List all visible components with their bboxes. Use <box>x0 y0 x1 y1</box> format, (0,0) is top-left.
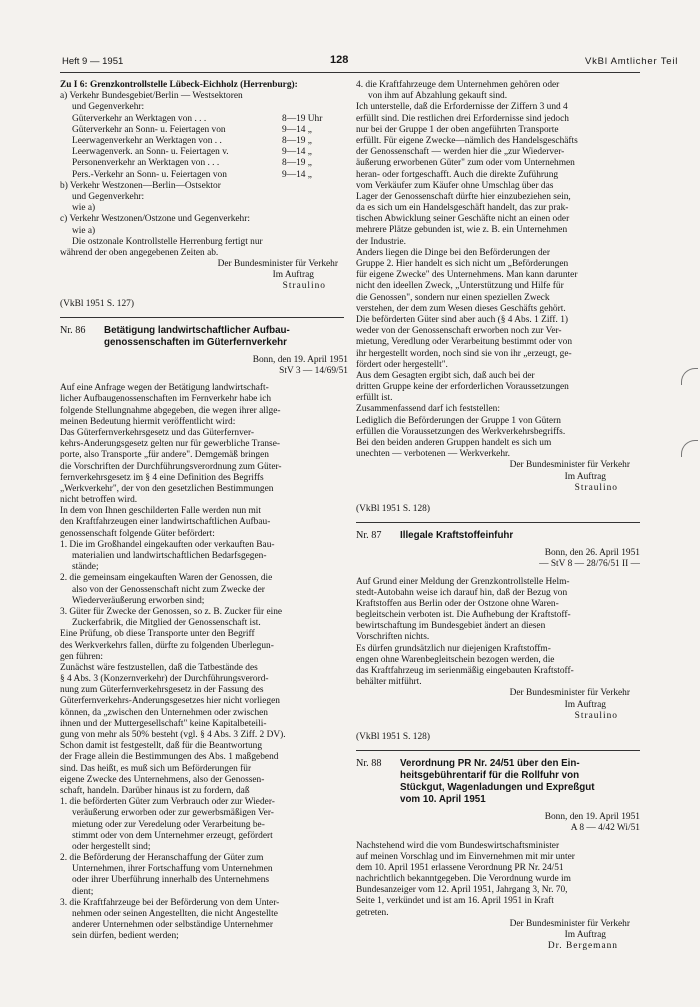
divider <box>60 317 344 318</box>
text-line: behälter mitführt. <box>356 677 422 688</box>
text-line: Gruppe 2. Hier handelt es sich nicht um „Beförderungen <box>356 259 569 269</box>
text-line: getreten. <box>356 907 389 918</box>
article-heading <box>356 530 640 542</box>
schedule-row: Leerwagenverkehr an Werktagen von . . 8—19 „ <box>72 135 312 146</box>
list-item: stände; <box>72 562 99 573</box>
text-line: Lediglich die Beförderungen der Gruppe 1 von Gütern <box>356 415 561 426</box>
text-line: sind. Das heißt, es muß sich um Beförderungen für <box>60 763 252 774</box>
signature-order: Im Auftrag <box>564 471 606 482</box>
text-line: Zunächst wäre festzustellen, daß die Tatbestände des <box>60 662 258 673</box>
text-line: porte, also Transporte „für andere". Demgemäß bringen <box>60 450 269 461</box>
list-item: dient; <box>72 886 94 897</box>
text-line: der Frage allein die Bestimmungen des Abs. 1 maßgebend <box>60 752 279 763</box>
text-line: die Genossen", sondern nur einen speziellen Zweck <box>356 292 550 303</box>
text-line: stedt-Autobahn weise ich darauf hin, daß der Bezug von <box>356 587 568 598</box>
text-line: kehrs-Änderungsgesetz gelten nur für gewerbliche Transe- <box>60 439 280 450</box>
text-line: auf meinen Vorschlag und im Einvernehmen mit mir unter <box>356 851 575 862</box>
text-line: fördert oder hergestellt". <box>356 359 448 370</box>
article-reference: StV 3 — 14/69/51 <box>279 366 348 377</box>
text-line: für eigene Zwecke" des Unternehmens. Man kann darunter <box>356 270 578 281</box>
text-line: nur bei der Gruppe 1 der oben angeführten Transporte <box>356 124 559 135</box>
list-item: b) Verkehr Westzonen—Berlin—Ostsektor <box>60 180 221 191</box>
list-item: 3. die Kraftfahrzeuge bei der Beförderung von dem Unter- <box>60 897 280 908</box>
text-line: die Vorschriften der Durchführungsverordnung zum Güter- <box>60 461 282 472</box>
article-title: Verordnung PR Nr. 24/51 über den Ein- <box>400 758 580 770</box>
article-title: Stückgut, Wagenladungen und Expreßgut <box>400 782 595 794</box>
list-item: oder ihrer Überführung innerhalb des Unternehmens <box>72 875 270 886</box>
article-reference: A 8 — 4/42 Wi/51 <box>570 823 640 834</box>
text-line: nicht betroffen wird. <box>60 495 138 506</box>
text-line: begleitschein verboten ist. Die Aufhebung der Kraftstoff- <box>356 610 571 621</box>
text-line: fernverkehrsgesetz im § 4 eine Definition des Begriffs <box>60 472 264 483</box>
text-line: genossenschaft folgende Güter befördert: <box>60 528 215 539</box>
signature-name: Dr. Bergemann <box>547 941 618 952</box>
text-line: mietung, Veredlung oder Verarbeitung bestimmt oder von <box>356 337 573 348</box>
text-line: Anders liegen die Dinge bei den Beförderungen der <box>356 247 550 258</box>
text-line: Güterfernverkehrs-Änderungsgesetzes hier nicht vorliegen <box>60 696 280 707</box>
list-item: a) Verkehr Bundesgebiet/Berlin — Westsektoren <box>60 91 243 102</box>
text-line: erfüllt sind. Die restlichen drei Erfordernisse sind jedoch <box>356 113 569 124</box>
reference: (VkBl 1951 S. 128) <box>356 731 430 742</box>
article-title: heitsgebührentarif für die Rollfuhr von <box>400 770 580 782</box>
list-item: und Gegenverkehr: <box>72 102 145 113</box>
page-number: 128 <box>330 54 349 66</box>
schedule-row: Güterverkehr an Sonn- u. Feiertagen von 9—14 „ <box>72 124 312 135</box>
text-line: ihnen und der Muttergesellschaft" keine Kapitalbeteili- <box>60 718 267 729</box>
article-number: Nr. 87 <box>356 530 382 542</box>
section-title: Zu I 6: Grenzkontrollstelle Lübeck-Eichholz (Herrenburg): <box>60 80 298 90</box>
list-item: sein dürfen, bedient werden; <box>72 931 179 942</box>
signature-order: Im Auftrag <box>564 930 606 940</box>
signature-title: Der Bundesminister für Verkehr <box>509 460 630 471</box>
text-line: erfüllt ist. <box>356 393 393 404</box>
text-line: erfüllen die Voraussetzungen des Werkverkehrsbegriffs. <box>356 426 566 437</box>
article-number: Nr. 86 <box>60 324 86 336</box>
article-date: Bonn, den 26. April 1951 <box>544 548 640 559</box>
text-line: folgende Stellungnahme abgegeben, die wegen ihrer allge- <box>60 405 281 416</box>
article-title: vom 10. April 1951 <box>400 794 486 806</box>
text-line: Die ostzonale Kontrollstelle Herrenburg fertigt nur <box>72 236 263 247</box>
text-line: tischen Abwicklung seiner Geschäfte nicht an einen oder <box>356 214 570 225</box>
text-line: können, da „zwischen den Unternehmen oder zwischen <box>60 707 268 718</box>
list-item: Unternehmen, ihrer Fortschaffung vom Unternehmen <box>72 864 273 875</box>
text-line: unechten — verbotenen — Werkverkehr. <box>356 449 510 460</box>
text-line: Auf Grund einer Meldung der Grenzkontrollstelle Helm- <box>356 576 570 587</box>
text-line: meinen Bedeutung hiermit veröffentlicht wird: <box>60 416 236 427</box>
text-line: gen führen: <box>60 651 103 662</box>
list-item: nehmen oder seinen Angestellten, die nicht Angestellte <box>72 909 278 920</box>
text-line: Nachstehend wird die vom Bundeswirtschaftsminister <box>356 840 560 851</box>
text-line: des Werkverkehrs fallen, dürfte zu folgenden Überlegun- <box>60 640 274 651</box>
right-column <box>356 80 640 952</box>
text-line: Es dürfen grundsätzlich nur diejenigen Kraftstoffm- <box>356 643 551 654</box>
margin-mark <box>681 440 698 457</box>
article-title: genossenschaften im Güterfernverkehr <box>104 336 287 348</box>
text-line: dritten Gruppe keine der erforderlichen Voraussetzungen <box>356 382 569 393</box>
text-line: den Kraftfahrzeugen einer landwirtschaftlichen Aufbau- <box>60 517 271 528</box>
text-line: bewirtschaftung im Bundesgebiet ändert an diesen <box>356 621 546 632</box>
schedule-row: Güterverkehr an Werktagen von . . . 8—19 Uhr <box>72 113 323 124</box>
signature-name: Straulino <box>574 710 618 721</box>
text-line: Vorschriften nichts. <box>356 632 430 643</box>
text-line: ihr hergestellt worden, noch sind sie von ihr „erzeugt, ge- <box>356 348 572 359</box>
divider <box>356 750 640 751</box>
text-line: nung zum Güterfernverkehrsgesetz in der Fassung des <box>60 685 264 696</box>
text-line: Lager der Genossenschaft dürfte hier einzubeziehen sein, <box>356 191 571 202</box>
text-line: weder von der Genossenschaft erworben noch zur Ver- <box>356 326 562 337</box>
text-line: Die beförderten Güter sind aber auch (§ 4 Abs. 1 Ziff. 1) <box>356 314 568 325</box>
text-line: heran- oder fortgeschafft. Auch die direkte Zuführung <box>356 169 559 180</box>
text-line: während der oben angegebenen Zeiten ab. <box>60 247 219 258</box>
text-line: Kraftstoffen aus Berlin oder der Ostzone ohne Waren- <box>356 598 559 609</box>
article-date: Bonn, den 19. April 1951 <box>252 354 348 365</box>
text-line: dem 10. April 1951 erlassene Verordnung PR Nr. 24/51 <box>356 862 564 873</box>
list-item: Zuckerfabrik, die Mitglied der Genossenschaft ist. <box>72 618 261 629</box>
text-line: eigene Zwecke des Unternehmens, also der Genossen- <box>60 774 265 785</box>
divider <box>356 522 640 523</box>
text-line: Bei den beiden anderen Gruppen handelt es sich um <box>356 438 552 448</box>
text-line: der Industrie. <box>356 236 406 247</box>
reference: (VkBl 1951 S. 128) <box>356 503 430 514</box>
article-reference: — StV 8 — 28/76/51 II — <box>539 559 640 570</box>
list-item: stimmt oder von dem Unternehmer erzeugt, gefördert <box>72 830 273 841</box>
text-line: das Kraftfahrzeug im serienmäßig eingebauten Kraftstoff- <box>356 666 574 676</box>
signature-title: Der Bundesminister für Verkehr <box>509 688 630 699</box>
text-line: nachrichtlich bekanntgegeben. Die Verordnung wurde im <box>356 874 571 885</box>
text-line: erfüllt. Für eigene Zwecke—nämlich des Handelsgeschäfts <box>356 135 578 146</box>
text-line: Ich unterstelle, daß die Erfordernisse der Ziffern 3 und 4 <box>356 102 568 113</box>
text-line: da es sich um ein Handelsgeschäft handelt, das zur prak- <box>356 203 569 214</box>
list-item: Wiederveräußerung erworben sind; <box>72 595 205 606</box>
list-item: 4. die Kraftfahrzeuge dem Unternehmen gehören oder <box>356 80 560 90</box>
list-item: c) Verkehr Westzonen/Ostzone und Gegenverkehr: <box>60 214 250 225</box>
list-item: 1. die beförderten Güter zum Verbrauch oder zur Wieder- <box>60 797 275 808</box>
text-line: schaft, handeln. Darüber hinaus ist zu fordern, daß <box>60 785 250 796</box>
header-issue: Heft 9 — 1951 <box>62 56 124 67</box>
article-title: Illegale Kraftstoffeinfuhr <box>400 530 514 542</box>
left-column <box>60 80 348 943</box>
text-line: verstehen, der dem zum Wesen dieses Geschäfts gehört. <box>356 303 566 314</box>
list-item: 2. die gemeinsam eingekauften Waren der Genossen, die <box>60 573 273 584</box>
text-line: Seite 1, verkündet und ist am 16. April 1951 in Kraft <box>356 896 554 907</box>
list-item: von ihm auf Abzahlung gekauft sind. <box>368 91 508 102</box>
signature-name: Straulino <box>574 482 618 493</box>
reference: (VkBl 1951 S. 127) <box>60 298 134 309</box>
text-line: Aus dem Gesagten ergibt sich, daß auch bei der <box>356 370 535 381</box>
schedule-row: Pers.-Verkehr an Sonn- u. Feiertagen von 9—14 „ <box>72 169 312 180</box>
article-title: Betätigung landwirtschaftlicher Aufbau- <box>104 324 290 336</box>
list-item: wie a) <box>72 225 96 236</box>
signature-name: Straulino <box>282 281 326 292</box>
text-line: Eine Prüfung, ob diese Transporte unter den Begriff <box>60 629 255 640</box>
list-item: wie a) <box>72 203 96 214</box>
schedule-row: Leerwagenverk. an Sonn- u. Feiertagen v. 9—14 „ <box>72 147 312 158</box>
header-publication: VkBl Amtlicher Teil <box>585 56 679 67</box>
text-line: Schon damit ist festgestellt, daß für die Beantwortung <box>60 741 263 752</box>
list-item: also von der Genossenschaft nicht zum Zwecke der <box>72 584 265 595</box>
text-line: gung von mehr als 50% besteht (vgl. § 4 Abs. 3 Ziff. 2 DV). <box>60 730 286 741</box>
list-item: anderer Unternehmen oder selbständige Unternehmer <box>72 920 273 931</box>
text-line: engen ohne Warenbegleitschein bezogen werden, die <box>356 654 555 665</box>
text-line: § 4 Abs. 3 (Konzernverkehr) der Durchführungsverord- <box>60 674 269 685</box>
header-rule <box>60 72 640 73</box>
list-item: und Gegenverkehr: <box>72 191 145 202</box>
signature-title: Der Bundesminister für Verkehr <box>509 918 630 929</box>
text-line: licher Aufbaugenossenschaften im Fernverkehr habe ich <box>60 394 272 405</box>
list-item: 2. die Beförderung der Heranschaffung der Güter zum <box>60 853 264 864</box>
text-line: nicht den ideellen Zweck, „Unterstützung und Hilfe für <box>356 281 564 292</box>
text-line: Das Güterfernverkehrsgesetz und das Güterfernver- <box>60 427 254 438</box>
list-item: oder hergestellt sind; <box>72 841 151 852</box>
list-item: veräußerung erworben oder zur gewerbsmäßigen Ver- <box>72 808 274 819</box>
text-line: In dem von Ihnen geschilderten Falle werden nun mit <box>60 506 261 517</box>
text-line: äußerung erworbenen Güter" zum oder vom Unternehmen <box>356 158 575 169</box>
text-line: Auf eine Anfrage wegen der Betätigung landwirtschaft- <box>60 383 269 394</box>
text-line: Zusammenfassend darf ich feststellen: <box>356 404 500 415</box>
text-line: Bundesanzeiger vom 12. April 1951, Jahrgang 3, Nr. 70, <box>356 885 568 896</box>
signature-title: Der Bundesminister für Verkehr <box>217 259 338 270</box>
text-line: vom Verkäufer zum Käufer ohne Umschlag über das <box>356 180 554 191</box>
article-date: Bonn, den 19. April 1951 <box>544 812 640 823</box>
schedule-row: Personenverkehr an Werktagen von . . . 8—19 „ <box>72 158 312 169</box>
text-line: der Genossenschaft — werden hier die „zur Wiederver- <box>356 147 565 158</box>
list-item: 1. Die im Großhandel eingekauften oder verkauften Bau- <box>60 539 275 550</box>
list-item: mietung oder zur Veredelung oder Verarbeitung be- <box>72 819 265 830</box>
margin-mark <box>681 368 698 385</box>
signature-order: Im Auftrag <box>564 699 606 710</box>
list-item: materialien und landwirtschaftlichen Bedarfsgegen- <box>72 551 267 562</box>
list-item: 3. Güter für Zwecke der Genossen, so z. B. Zucker für eine <box>60 606 283 617</box>
article-heading <box>356 758 640 806</box>
signature-order: Im Auftrag <box>272 270 314 281</box>
article-number: Nr. 88 <box>356 758 382 770</box>
text-line: „Werkverkehr", der von den gesetzlichen Bestimmungen <box>60 483 274 494</box>
article-heading <box>60 325 348 349</box>
text-line: mehrere Plätze gebunden ist, wie z. B. ein Unternehmen <box>356 225 568 236</box>
